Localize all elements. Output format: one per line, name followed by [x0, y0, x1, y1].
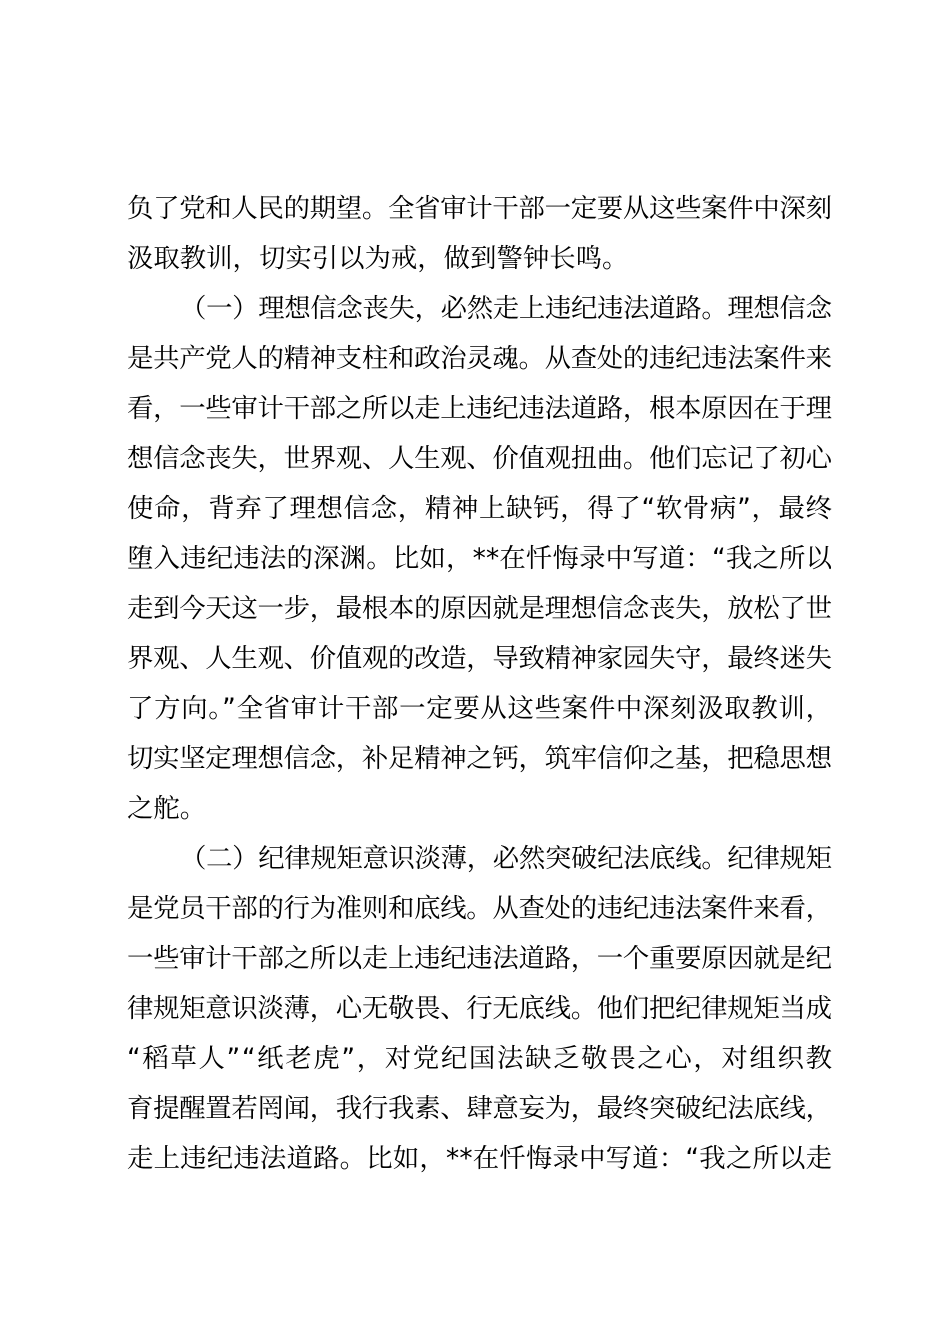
text-line: 想信念丧失，世界观、人生观、价值观扭曲。他们忘记了初心 — [127, 443, 832, 474]
text-line: 看，一些审计干部之所以走上违纪违法道路，根本原因在于理 — [127, 393, 832, 424]
text-line: 走到今天这一步，最根本的原因就是理想信念丧失，放松了世 — [127, 593, 832, 624]
text-line: 之舵。 — [127, 793, 207, 824]
text-line: 界观、人生观、价值观的改造，导致精神家园失守，最终迷失 — [127, 643, 832, 674]
text-line: 一些审计干部之所以走上违纪违法道路，一个重要原因就是纪 — [127, 943, 832, 974]
document-body — [127, 184, 832, 1184]
text-line: 负了党和人民的期望。全省审计干部一定要从这些案件中深刻 — [127, 193, 832, 224]
text-line: “稻草人”“纸老虎”，对党纪国法缺乏敬畏之心，对组织教 — [127, 1043, 834, 1074]
paragraph — [127, 834, 832, 1184]
paragraph — [127, 184, 832, 284]
text-line: 是党员干部的行为准则和底线。从查处的违纪违法案件来看， — [127, 893, 832, 924]
text-line: 切实坚定理想信念，补足精神之钙，筑牢信仰之基，把稳思想 — [127, 743, 832, 774]
text-line: 堕入违纪违法的深渊。比如，**在忏悔录中写道：“我之所以 — [127, 543, 833, 574]
text-line: （一）理想信念丧失，必然走上违纪违法道路。理想信念 — [180, 293, 832, 324]
text-line: 使命，背弃了理想信念，精神上缺钙，得了“软骨病”，最终 — [127, 493, 833, 524]
text-line: （二）纪律规矩意识淡薄，必然突破纪法底线。纪律规矩 — [180, 843, 832, 874]
text-line: 育提醒置若罔闻，我行我素、肆意妄为，最终突破纪法底线， — [127, 1093, 832, 1124]
text-line: 汲取教训，切实引以为戒，做到警钟长鸣。 — [127, 243, 629, 274]
text-line: 走上违纪违法道路。比如，**在忏悔录中写道：“我之所以走 — [127, 1143, 833, 1174]
text-line: 了方向。”全省审计干部一定要从这些案件中深刻汲取教训， — [127, 693, 833, 724]
paragraph — [127, 284, 832, 834]
text-line: 是共产党人的精神支柱和政治灵魂。从查处的违纪违法案件来 — [127, 343, 832, 374]
text-line: 律规矩意识淡薄，心无敬畏、行无底线。他们把纪律规矩当成 — [127, 993, 832, 1024]
